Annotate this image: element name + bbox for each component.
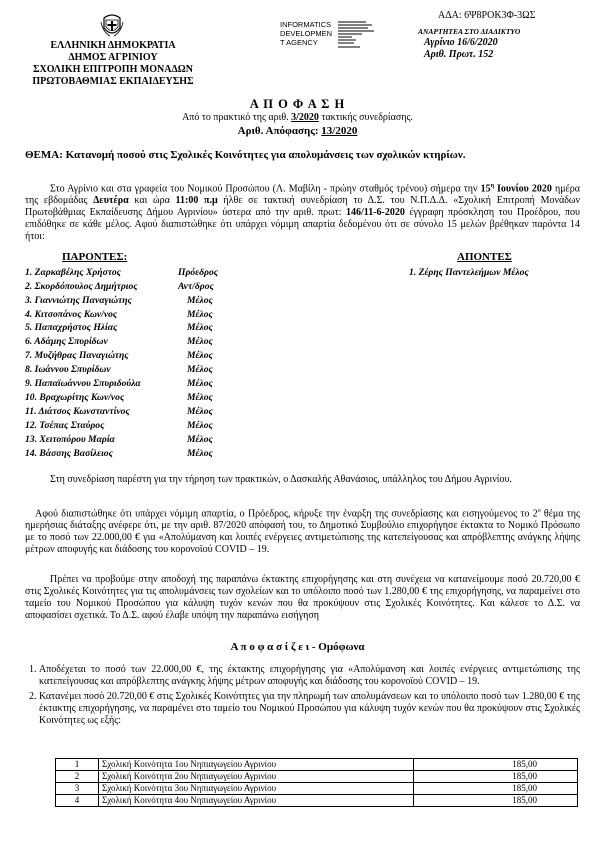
present-member — [25, 350, 213, 361]
intro-a: Στο Αγρίνιο και στα γραφεία του Νομικού Προσώπου (Λ. Μαβίλη - πρώην σταθμός τρένου) σήμερα την — [50, 183, 478, 195]
member-role: Μέλος — [187, 392, 213, 403]
absent-member: 1. Ζέρης Παντελεήμων Μέλος — [409, 267, 529, 278]
proposal-paragraph — [25, 505, 580, 556]
present-member — [25, 448, 213, 459]
intro-f: και ώρα — [134, 195, 170, 207]
intro-d: ημέρα της εβδομάδας — [25, 183, 580, 207]
decision-item: 2. Κατανέμει ποσό 20.720,00 € στις Σχολικές Κοινότητες για την πληρωμή των απολυμάνσεων και το υπόλοιπο ποσό των 1.280,00 € της έκτακτης επιχορήγησης, να παραμένει στο ταμείο του Νομικού Προσώπου για κάλυψη τυχόν κενών που θα προκύψουν στις Σχολικές Κοινότητες ως εξής: — [39, 691, 580, 727]
intro-h: ήλθε σε τακτική συνεδρίαση το Δ.Σ. του Ν.Π.Δ.Δ. «Σχολική Επιτροπή Μονάδων Πρωτοβάθμιας Εκπαίδευσης Δήμου Αγρινίου» ύστερα από την αριθ. πρωτ: — [25, 195, 581, 219]
present-title: ΠΑΡΟΝΤΕΣ: — [62, 251, 128, 263]
ada-code: ΑΔΑ: 6Ψ8ΡΟΚ3Φ-3ΩΣ — [438, 10, 536, 21]
decision-item: 1. Αποδέχεται το ποσό των 22.000,00 €, της έκτακτης επιχορήγησης για «Απολύμανση και λοιπές ενέργειες αντιμετώπισης της κατεπείγουσας και απρόβλεπτης ανάγκης λήψης μέτρων αποφυγής και διάδοσης του κορονοϊού COVID – 19. — [39, 664, 580, 688]
allocated-amount: 185,00 — [414, 771, 578, 783]
member-name: 1. Ζαρκαβέλης Χρήστος — [25, 267, 121, 278]
proposal-b: θέμα της ημερήσιας διάταξης ανέφερε ότι, με την αριθ. 87/2020 απόφασή του, το Δημοτικό Συμβούλιο επιχορήγησε έκτακτα το Νομικό Πρόσωπο με το ποσό των 22.000,00 € για «Απολύμανση και λοιπές ενέργειες αντιμετώπισης της κατεπείγουσας και απρόβλεπτης ανάγκης λήψης μέτρων αποφυγής και διάδοσης του κορονοϊού COVID – 19. — [25, 508, 580, 556]
allocation-paragraph: Πρέπει να προβούμε στην αποδοχή της παραπάνω έκτακτης επιχορήγησης και στη συνέχεια να κατανείμουμε ποσό 20.720,00 € στις Σχολικές Κοινότητες για τις απολυμάνσεις των σχολείων και το υπόλοιπο ποσό των 1.280,00 € της επιχορήγησης, να παραμείνει στο ταμείο του Νομικού Προσώπου για κάλυψη τυχόν κενών που θα προκύψουν στις Σχολικές Κοινότητες. Και κάλεσε το Δ.Σ. να αποφασίσει σχετικά. Το Δ.Σ. αφού έλαβε υπόψη την παραπάνω εισήγηση — [25, 574, 580, 621]
header-line-2: ΔΗΜΟΣ ΑΓΡΙΝΙΟΥ — [68, 52, 158, 63]
table-row — [56, 795, 578, 807]
member-role: Μέλος — [187, 448, 213, 459]
present-member — [25, 281, 214, 292]
document-date: Αγρίνιο 16/6/2020 — [424, 37, 498, 48]
member-name: 6. Αδάμης Σπυρίδων — [25, 336, 108, 347]
member-name: 13. Χειτοπόρου Μαρία — [25, 434, 115, 445]
allocation-table — [55, 758, 578, 807]
table-row — [56, 771, 578, 783]
school-community-name: Σχολική Κοινότητα 4ου Νηπιαγωγείου Αγρινίου — [99, 795, 414, 807]
signature-text-lines-icon — [338, 20, 380, 52]
member-name: 8. Ιωάννου Σπυρίδων — [25, 364, 111, 375]
row-number: 4 — [56, 795, 99, 807]
member-name: 9. Παπαϊωάννου Σπυριδούλα — [25, 378, 141, 389]
member-role: Μέλος — [187, 309, 213, 320]
intro-day-sup: η — [490, 183, 494, 189]
member-role: Μέλος — [187, 322, 213, 333]
allocated-amount: 185,00 — [414, 759, 578, 771]
member-name: 11. Διάτσος Κωνσταντίνος — [25, 406, 130, 417]
minutes-number: 3/2020 — [291, 112, 319, 123]
present-member — [25, 406, 213, 417]
member-name: 12. Τσέπας Σταύρος — [25, 420, 105, 431]
intro-time: 11:00 π.μ — [175, 195, 218, 207]
member-role: Μέλος — [187, 336, 213, 347]
member-role: Μέλος — [187, 350, 213, 361]
present-member — [25, 364, 213, 375]
intro-weekday: Δευτέρα — [93, 195, 129, 207]
header-line-1: ΕΛΛΗΝΙΚΗ ΔΗΜΟΚΡΑΤΙΑ — [50, 40, 176, 51]
member-name: 5. Παπαχρήστος Ηλίας — [25, 322, 118, 333]
present-member — [25, 420, 213, 431]
stamp-line-1: INFORMATICS — [280, 20, 332, 29]
document-title: Α Π Ο Φ Α Σ Η — [249, 97, 346, 111]
present-member — [25, 392, 213, 403]
decision-number: 13/2020 — [321, 125, 358, 137]
decision-number-line — [0, 125, 595, 138]
header-line-3: ΣΧΟΛΙΚΗ ΕΠΙΤΡΟΠΗ ΜΟΝΑΔΩΝ — [32, 64, 194, 75]
member-role: Μέλος — [187, 420, 213, 431]
present-member — [25, 434, 213, 445]
decision-label: Αριθ. Απόφασης: — [237, 125, 319, 137]
digital-signature-stamp — [280, 20, 376, 47]
protocol-number: Αριθ. Πρωτ. 152 — [424, 49, 494, 60]
member-role: Πρόεδρος — [178, 267, 219, 278]
member-name: 7. Μυζήθρας Παναγιώτης — [25, 350, 129, 361]
row-number: 2 — [56, 771, 99, 783]
member-role: Αντ/δρος — [178, 281, 214, 292]
present-member — [25, 267, 219, 278]
row-number: 3 — [56, 783, 99, 795]
allocated-amount: 185,00 — [414, 783, 578, 795]
right-header — [418, 27, 588, 61]
member-name: 14. Βάσσης Βασίλειος — [25, 448, 113, 459]
table-row — [56, 783, 578, 795]
intro-day: 15 — [480, 183, 491, 195]
table-row — [56, 759, 578, 771]
present-member — [25, 322, 213, 333]
absent-title: ΑΠΟΝΤΕΣ — [457, 251, 512, 263]
member-role: Μέλος — [187, 378, 213, 389]
minutes-reference — [0, 112, 595, 124]
member-name: 2. Σκορδόπουλος Δημήτριος — [25, 281, 138, 292]
present-member — [25, 336, 213, 347]
posted-online-label: ΑΝΑΡΤΗΤΕΑ ΣΤΟ ΔΙΑΔΙΚΤΥΟ — [418, 27, 521, 36]
stamp-line-3: T AGENCY — [280, 38, 318, 47]
proposal-sup: ο — [537, 508, 541, 514]
member-role: Μέλος — [187, 295, 213, 306]
school-community-name: Σχολική Κοινότητα 3ου Νηπιαγωγείου Αγρινίου — [99, 783, 414, 795]
coat-of-arms-icon — [100, 12, 124, 38]
minutes-pre: Από το πρακτικό της αριθ. — [182, 112, 289, 123]
member-name: 3. Γιαννιώτης Παναγιώτης — [25, 295, 132, 306]
header-line-4: ΠΡΩΤΟΒΑΘΜΙΑΣ ΕΚΠΑΙΔΕΥΣΗΣ — [32, 76, 194, 87]
subject-line: ΘΕΜΑ: Κατανομή ποσού στις Σχολικές Κοινότητες για απολυμάνσεις των σχολικών κτηρίων. — [25, 149, 466, 161]
minutes-post: τακτικής συνεδρίασης. — [321, 112, 413, 123]
intro-month: Ιουνίου 2020 — [497, 183, 552, 195]
school-community-name: Σχολική Κοινότητα 1ου Νηπιαγωγείου Αγρινίου — [99, 759, 414, 771]
member-name: 4. Κιτσοπάνος Κων/νος — [25, 309, 118, 320]
member-role: Μέλος — [187, 364, 213, 375]
decides-heading: Α π ο φ α σ ί ζ ε ι - Ομόφωνα — [230, 641, 365, 653]
school-community-name: Σχολική Κοινότητα 2ου Νηπιαγωγείου Αγρινίου — [99, 771, 414, 783]
issuer-header — [18, 40, 208, 88]
stamp-line-2: DEVELOPMEN — [280, 29, 333, 38]
present-member — [25, 309, 213, 320]
present-member — [25, 295, 213, 306]
present-member — [25, 378, 213, 389]
secretary-paragraph: Στη συνεδρίαση παρέστη για την τήρηση των πρακτικών, ο Δασκαλής Αθανάσιος, υπάλληλος του Δήμου Αγρινίου. — [50, 474, 512, 485]
intro-paragraph — [25, 180, 580, 243]
proposal-a: Αφού διαπιστώθηκε ότι υπάρχει νόμιμη απαρτία, ο Πρόεδρος, κήρυξε την έναρξη της συνεδρίασης και εισηγούμενος το 2 — [35, 508, 538, 520]
intro-j: έγγραφη πρόσκληση του Προέδρου, που επιδόθηκε σε κάθε μέλος. Αφού διαπιστώθηκε ότι υπάρχει νόμιμη απαρτία δεδομένου ότι σε σύνολο 15 μελών βρέθηκαν παρόντα 14 ήτοι: — [25, 207, 581, 243]
member-role: Μέλος — [187, 434, 213, 445]
member-role: Μέλος — [187, 406, 213, 417]
allocated-amount: 185,00 — [414, 795, 578, 807]
row-number: 1 — [56, 759, 99, 771]
decisions-list — [25, 664, 580, 727]
intro-invitation: 146/11-6-2020 — [345, 207, 405, 219]
member-name: 10. Βραχωρίτης Κων/νος — [25, 392, 125, 403]
